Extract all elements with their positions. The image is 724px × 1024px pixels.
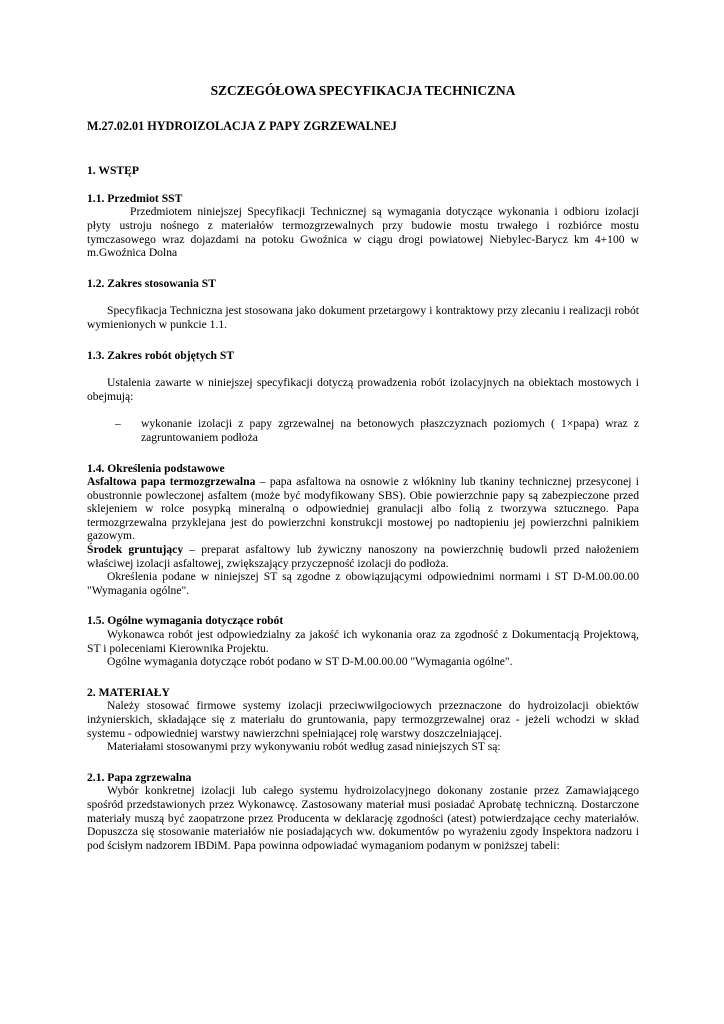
section-1-2-heading: 1.2. Zakres stosowania ST	[87, 276, 216, 290]
section-1-1-heading: 1.1. Przedmiot SST	[87, 191, 183, 205]
section-1-5-text-2: Ogólne wymagania dotyczące robót podano w ST D-M.00.00.00 "Wymagania ogólne".	[107, 655, 513, 669]
spec-code: M.27.02.01 HYDROIZOLACJA Z PAPY ZGRZEWALNEJ	[87, 118, 397, 133]
section-2-1-heading: 2.1. Papa zgrzewalna	[87, 770, 192, 784]
term-1-definition: – papa asfaltowa na osnowie z włókniny lub tkaniny technicznej przesyconej i obustronnie powleczonej asfaltem (może być modyfikowany SBS). Obie powierzchnie papy są zabezpieczone przed sklejeniem w rolce posypką mineralną o odpowiedniej granulacji albo folią z tworzywa sztucznego. Papa termozgrzewalna przyklejana jest do powierzchni konstrukcji mostowej po nadtopieniu jej powierzchni palnikiem gazowym.	[87, 475, 639, 543]
term-2-definition: – preparat asfaltowy lub żywiczny nanoszony na powierzchnię budowli przed nałożeniem właściwej izolacji asfaltowej, zwiększający przyczepność izolacji do podłoża.	[87, 543, 639, 570]
definition-1	[87, 475, 639, 543]
term-2: Środek gruntujący	[87, 543, 184, 557]
section-1-2-text: Specyfikacja Techniczna jest stosowana jako dokument przetargowy i kontraktowy przy zlecaniu i realizacji robót wymienionych w punkcie 1.1.	[87, 304, 639, 331]
section-1-3-heading: 1.3. Zakres robót objętych ST	[87, 348, 235, 362]
section-1-3-text: Ustalenia zawarte w niniejszej specyfikacji dotyczą prowadzenia robót izolacyjnych na obiektach mostowych i obejmują:	[87, 376, 639, 403]
page-title: SZCZEGÓŁOWA SPECYFIKACJA TECHNICZNA	[210, 83, 516, 98]
section-1-5-heading: 1.5. Ogólne wymagania dotyczące robót	[87, 614, 284, 628]
section-1-5-text-1: Wykonawca robót jest odpowiedzialny za jakość ich wykonania oraz za zgodność z Dokumentacją Projektową, ST i poleceniami Kierownika Projektu.	[87, 628, 639, 655]
section-1-4-heading: 1.4. Określenia podstawowe	[87, 461, 225, 475]
section-1-4-text: Określenia podane w niniejszej ST są zgodne z obowiązującymi odpowiednimi normami i ST D-M.00.00.00 "Wymagania ogólne".	[87, 570, 639, 597]
section-1-heading: 1. WSTĘP	[87, 164, 139, 178]
section-1-1-text: Przedmiotem niniejszej Specyfikacji Technicznej są wymagania dotyczące wykonania i odbioru izolacji płyty ustroju nośnego z materiałów termozgrzewalnych przy budowie mostu trwałego i rozbiórce mostu tymczasowego wraz dojazdami na potoku Gwoźnica w ciągu drogi powiatowej Niebylec-Barycz km 4+100 w m.Gwoźnica Dolna	[87, 205, 639, 260]
bullet-dash: –	[115, 417, 121, 431]
term-1: Asfaltowa papa termozgrzewalna	[87, 475, 256, 489]
section-2-text-2: Materiałami stosowanymi przy wykonywaniu robót według zasad niniejszych ST są:	[107, 740, 501, 754]
section-2-text-1: Należy stosować firmowe systemy izolacji przeciwwilgociowych przeznaczone do hydroizolacji obiektów inżynierskich, składające się z materiału do gruntowania, papy termozgrzewalnej oraz - jeżeli wchodzi w skład systemu - odpowiedniej warstwy nawierzchni spełniającej rolę warstwy doszczelniającej.	[87, 699, 639, 740]
section-2-heading: 2. MATERIAŁY	[87, 685, 170, 699]
section-2-1-text: Wybór konkretnej izolacji lub całego systemu hydroizolacyjnego dokonany zostanie przez Zamawiającego spośród przedstawionych przez Wykonawcę. Zastosowany materiał musi posiadać Aprobatę techniczną. Dostarczone materiały muszą być zaopatrzone przez Producenta w deklarację zgodności (atest) potwierdzające cechy materiałów. Dopuszcza się stosowanie materiałów nie posiadających ww. dokumentów po wyrażeniu zgody Inspektora nadzoru i pod ścisłym nadzorem IBDiM. Papa powinna odpowiadać wymaganiom podanym w poniższej tabeli:	[87, 784, 639, 852]
list-item-text: wykonanie izolacji z papy zgrzewalnej na betonowych płaszczyznach poziomych ( 1×papa) wraz z zagruntowaniem podłoża	[141, 417, 639, 444]
list-item	[115, 417, 639, 444]
document-page	[87, 84, 639, 852]
definition-2	[87, 543, 639, 570]
